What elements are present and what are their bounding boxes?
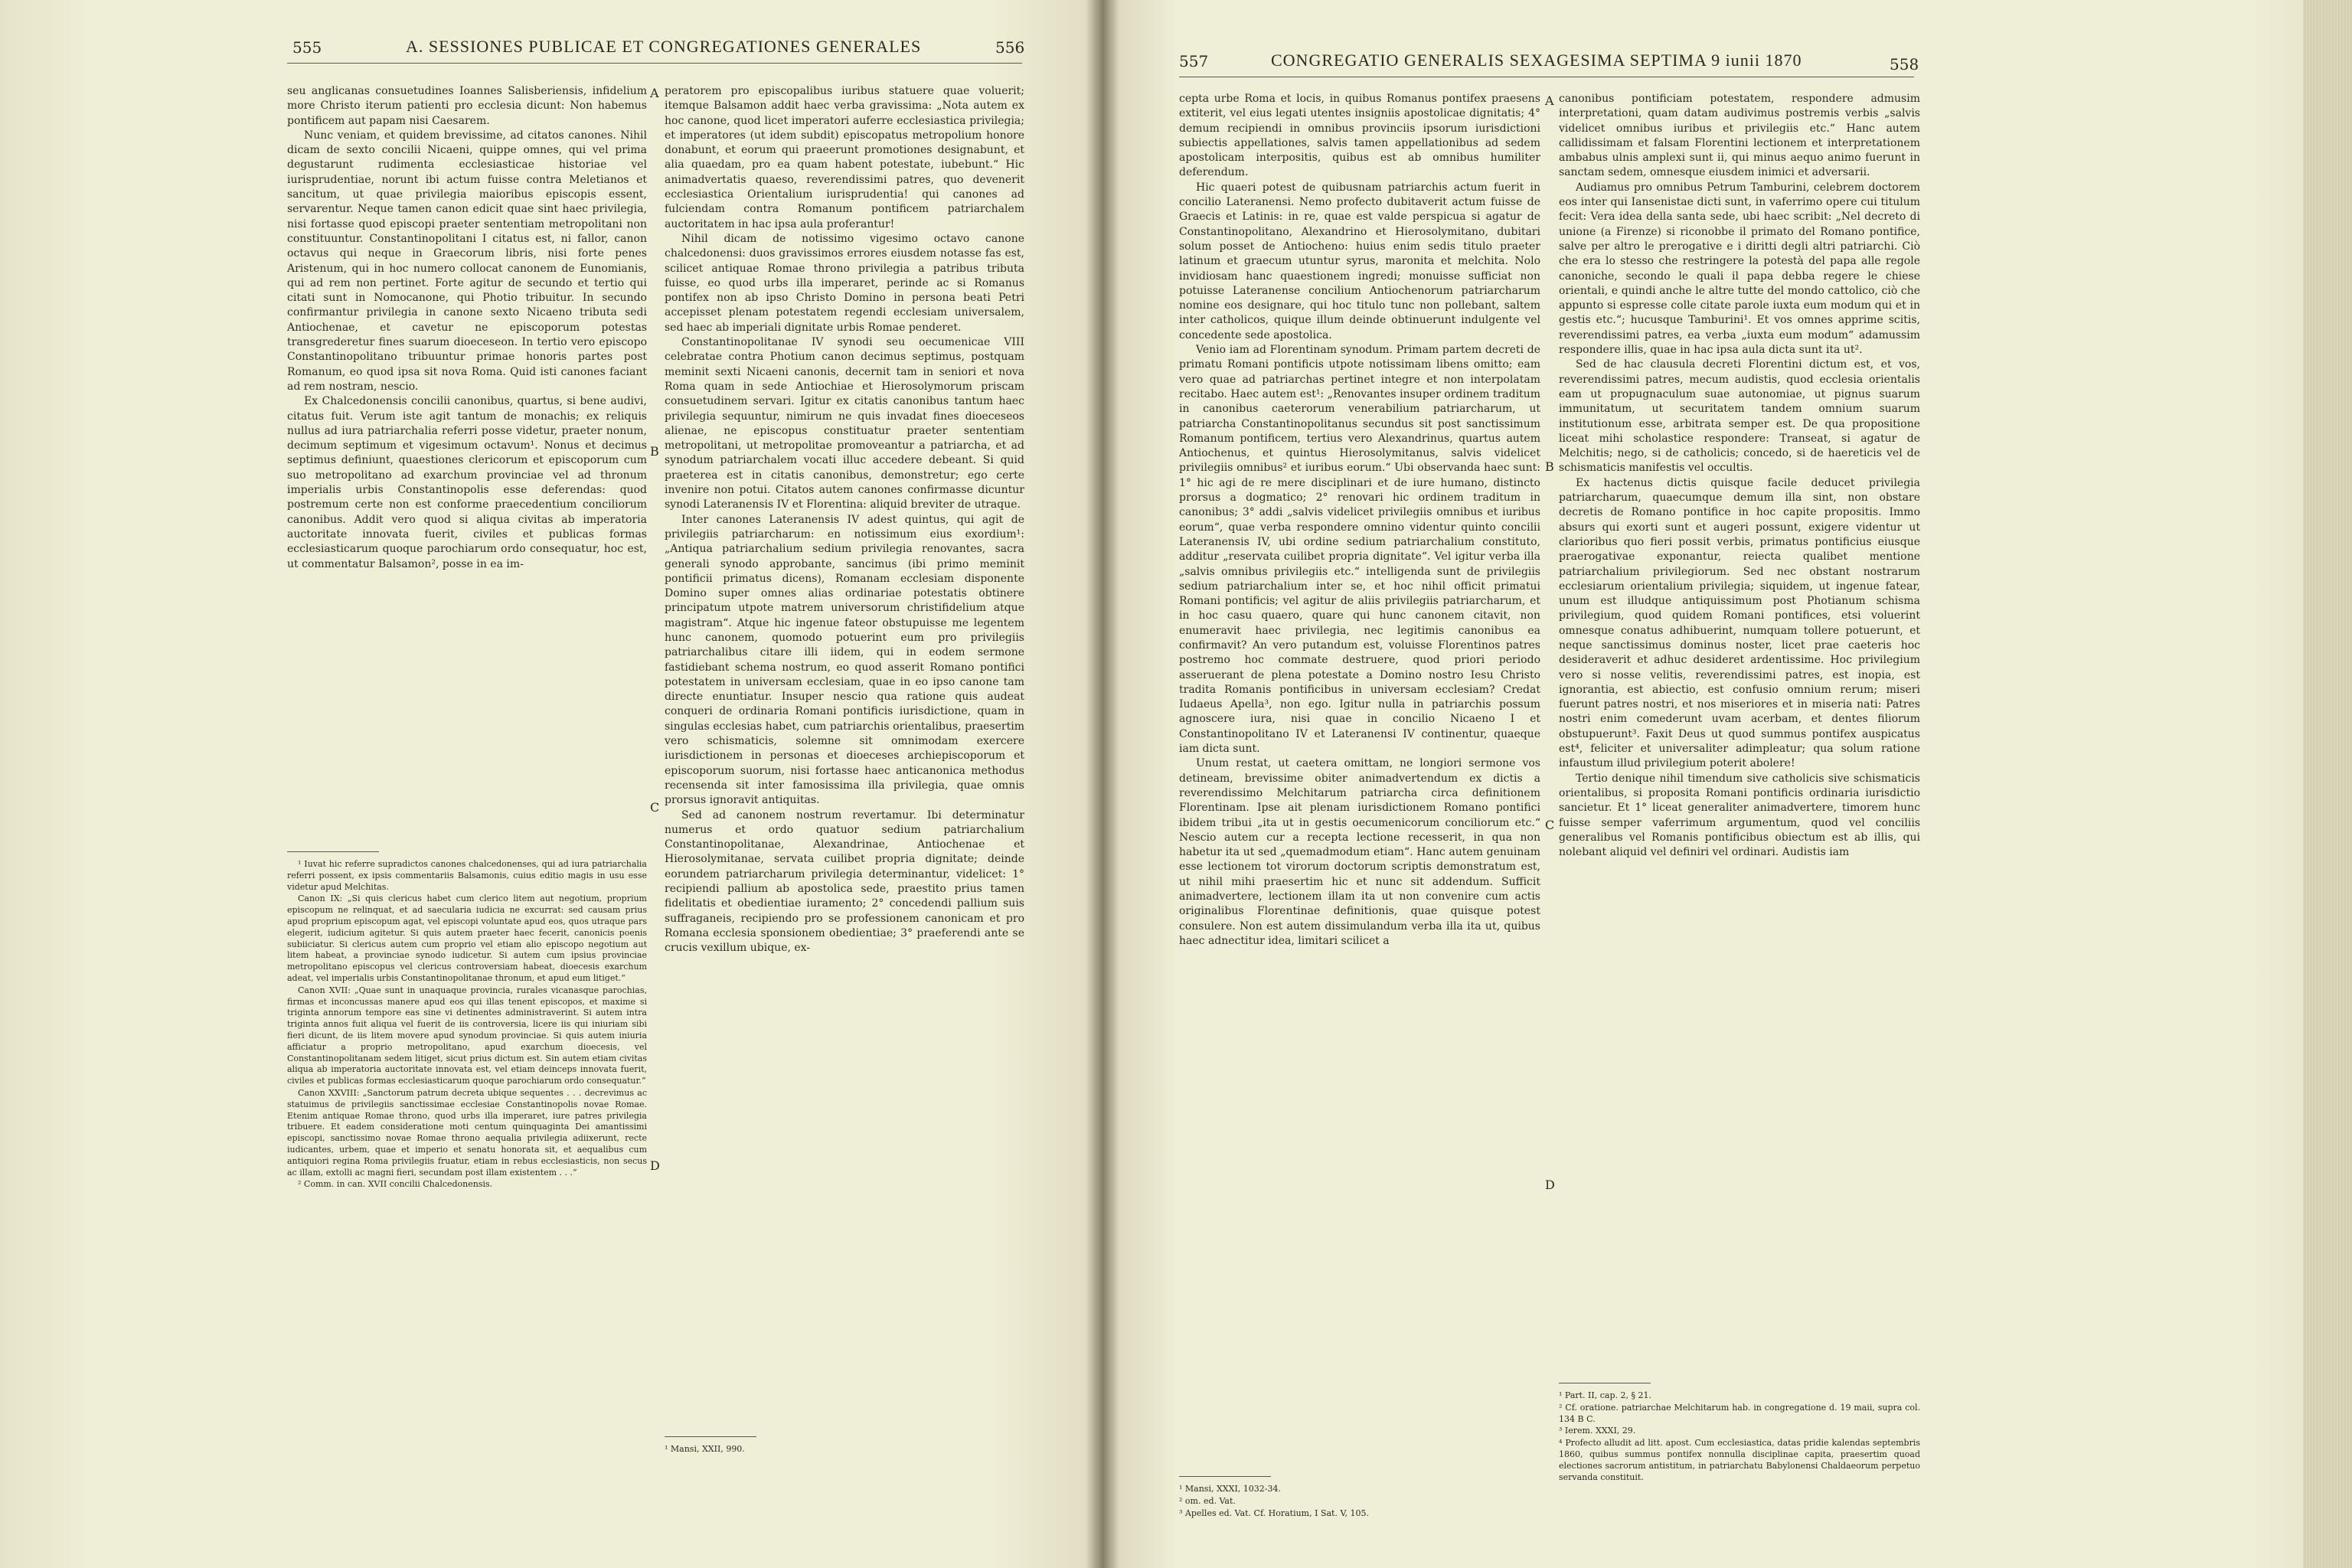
paragraph: canonibus pontificiam potestatem, respondere admusim interpretationi, quam datam audivimus postremis verbis „salvis videlicet omnibus iuribus et privilegiis etc.“ Hanc autem callidissimam et falsam Florentini lectionem et interpretationem ambabus ulnis amplexi sunt ii, qui minus aequo animo fuerunt in sanctam sedem, omnesque eiusdem inimici et adversarii.: [1559, 93, 1920, 179]
right-column-2: [1559, 92, 1920, 860]
paragraph: cepta urbe Roma et locis, in quibus Romanus pontifex praesens extiterit, vel eius legati utentes insigniis apostolicae dignitatis; 4° demum recipiendi in omnibus provinciis ipsorum iurisdictioni subiectis appellationes, salvis tamen appellationibus ad sedem apostolicam interpositis, quibus est ab omnibus humiliter deferendum.: [1179, 93, 1540, 179]
paragraph: Audiamus pro omnibus Petrum Tamburini, celebrem doctorem eos inter qui Iansenistae dicti sunt, in vaferrimo opere cui titulum fecit: Vera idea della santa sede, ubi haec scribit: „Nel decreto di unione (a Firenze) si riconobbe il primato del Romano pontifice, salve per altro le prerogative e i diritti degli altri patriarchi. Ciò che era lo stesso che restringere la potestà del papa alle regole canoniche, secondo le quali il papa debba regere le chiese orientali, e quindi anche le altre tutte del mondo cattolico, ciò che appunto si espresse colle citate parole iuxta eum modum qui et in gestis etc.“; hucusque Tamburini¹. Et vos omnes apprime scitis, reverendissimi patres, ea verba „iuxta eum modum“ adamussim respondere illis, quae in hac ipsa aula dicta sunt ita ut².: [1559, 181, 1920, 357]
paragraph: Venio iam ad Florentinam synodum. Primam partem decreti de primatu Romani pontificis utpote notissimam libens omitto; eam vero quae ad patriarchas pertinet integre et non interpolatam recitabo. Haec autem est¹: „Renovantes insuper ordinem traditum in canonibus caeterorum venerabilium patriarcharum, ut patriarcha Constantinopolitanus secundus sit post sanctissimum Romanum pontificem, tertius vero Alexandrinus, quartus autem Antiochenus, et quintus Hierosolymitanus, salvis videlicet privilegiis omnibus² et iuribus eorum.“ Ubi observanda haec sunt: 1° hic agi de re mere disciplinari et de iure humano, distincto prorsus a dogmatico; 2° renovari hic ordinem traditum in canonibus; 3° addi „salvis videlicet privilegiis omnibus et iuribus eorum“, quae verba respondere omnino videntur quinto concilii Lateranensis IV, ubi ordine sedium patriarchalium constituto, additur „reservata cuilibet propria dignitate“. Vel igitur verba illa „salvis omnibus privilegiis etc.“ intelligenda sunt de privilegiis sedium patriarchalium inter se, et hoc nihil officit primatui Romani pontificis; vel agitur de aliis privilegiis patriarcharum, et in hoc casu quaero, quare qui hunc canonem citavit, non enumeravit haec privilegia, nec legitimis canonibus ea confirmavit? An vero putandum est, voluisse Florentinos patres postremo hoc commate destruere, quod priori periodo asseruerant de plena potestate a Domino nostro Iesu Christo tradita Romanis pontificibus in universam ecclesiam? Credat Iudaeus Apella³, non ego. Igitur nulla in patriarchis possum agnoscere iura, nisi quae in concilio Nicaeno I et Constantinopolitano IV et Lateranensi IV continentur, quaeque iam dicta sunt.: [1179, 344, 1540, 756]
paragraph: Ex hactenus dictis quisque facile deducet privilegia patriarcharum, quaecumque demum illa sint, non obstare decretis de Romano pontifice in hoc capite propositis. Immo absurs qui exorti sunt et augeri possunt, exigere videntur ut clarioribus quo fieri possit verbis, primatus pontificius eiusque praerogativae exponantur, reiecta qualibet mentione patriarchalium privilegiorum. Sed nec obstant nostrarum ecclesiarum orientalium privilegia; siquidem, ut ingenue fatear, unum est illudque antiquissimum post Photianum schisma privilegium, quod quidem Romani pontifices, etsi voluerint omnesque conatus adhibuerint, numquam tollere potuerunt, et neque sanctissimus dominus noster, licet prae caeteris hoc desideraverit et adhuc desideret ardentissime. Hoc privilegium vero si nosse velitis, reverendissimi patres, est inopia, est ignorantia, est abiectio, est confusio omnium rerum; miseri fuerunt patres nostri, et nos miseriores et in miseria nati: Patres nostri enim comederunt uvam acerbam, et dentes filiorum obstupuerunt³. Faxit Deus ut quod summus pontifex auspicatus est⁴, feliciter et universaliter adimpleatur; qua solum ratione infaustum illud privilegium poterit abolere!: [1559, 476, 1920, 770]
paragraph: Unum restat, ut caetera omittam, ne longiori sermone vos detineam, brevissime obiter animadvertendum ex dictis a reverendissimo Melchitarum patriarcha circa definitionem Florentinam. Ipse ait plenam iurisdictionem Romano pontifici ibidem tribui „ita ut in gestis oecumenicorum conciliorum etc.“ Nescio autem cur a recepta lectione recesserit, in qua non habetur ita ut sed „quemadmodum etiam“. Hanc autem genuinam esse lectionem tot virorum doctorum scriptis demonstratum est, ut nihil mihi praesertim hic et nunc sit addendum. Sufficit animadvertere, lectionem illam ita ut non convenire cum actis originalibus Florentinae definitionis, quae quisque potest consulere. Non est autem dissimulandum verba illa ita ut, quibus haec adnectitur idea, limitari scilicet a: [1179, 757, 1540, 947]
left-page-number-556: 556: [995, 38, 1025, 57]
footnote: ³ Ierem. XXXI, 29.: [1559, 1426, 1636, 1436]
footnote-rule: [665, 1436, 756, 1437]
footnote: Canon IX: „Si quis clericus habet cum clerico litem aut negotium, proprium episcopum ne relinquat, et ad saecularia iudicia ne excurrat: sed causam prius apud proprium episcopum agat, vel episcopi voluntate apud eos, quos utraque pars elegerit, iudicium agitetur. Si quis autem praeter haec fecerit, canonicis poenis subiiciatur. Si clericus autem cum proprio vel etiam alio episcopo negotium aut litem habeat, a provinciae synodo iudicetur. Si autem cum ipsius provinciae metropolitano episcopus vel clericus controversiam habeat, dioecesis exarchum adeat, vel imperialis urbis Constantinopolitanae thronum, et apud eum litiget.“: [287, 893, 647, 983]
footnote: ² Comm. in can. XVII concilii Chalcedonensis.: [298, 1179, 493, 1190]
left-column-2-footnotes: [665, 1444, 1024, 1456]
right-column-1-footnotes: [1179, 1484, 1540, 1520]
right-column-2-footnotes: [1559, 1390, 1920, 1484]
paragraph: Nihil dicam de notissimo vigesimo octavo canone chalcedonensi: duos gravissimos errores eiusdem notasse fas est, scilicet antiquae Romae throno privilegia a patribus tributa fuisse, eo quod urbs illa imperaret, perinde ac si Romanus pontifex non ab ipso Christo Domino in persona beati Petri accepisset plenam potestatem regendi ecclesiam universalem, sed haec ab imperiali dignitate urbis Romae penderet.: [665, 232, 1024, 334]
right-column-1: [1179, 92, 1540, 949]
left-running-header: A. SESSIONES PUBLICAE ET CONGREGATIONES GENERALES: [406, 37, 922, 56]
left-page: [0, 0, 1102, 1568]
left-column-2: [665, 84, 1024, 956]
footnote-rule: [287, 851, 379, 852]
left-page-number-555: 555: [292, 38, 322, 57]
footnote: ¹ Part. II, cap. 2, § 21.: [1559, 1390, 1651, 1400]
footnote: Canon XXVIII: „Sanctorum patrum decreta ubique sequentes . . . decrevimus ac statuimus de privilegiis sanctissimae ecclesiae Constantinopolis novae Romae. Etenim antiquae Romae throno, quod urbs illa imperaret, iure patres privilegia tribuere. Et eadem consideratione moti centum quinquaginta Dei amantissimi episcopi, sanctissimo novae Romae throno aequalia privilegia adiixerunt, recte iudicantes, urbem, quae et imperio et senatu honorata sit, et aequalibus cum antiquiori regina Roma privilegiis fruatur, etiam in rebus ecclesiasticis, non secus ac illam, extolli ac magni fieri, secundam post illam existentem . . .“: [287, 1087, 647, 1178]
right-page-number-558: 558: [1890, 55, 1919, 74]
paragraph: seu anglicanas consuetudines Ioannes Salisberiensis, infidelium more Christo iterum patienti pro ecclesia dicunt: Non habemus pontificem aut papam nisi Caesarem.: [287, 85, 647, 127]
footnote-rule: [1179, 1476, 1271, 1477]
paragraph: Tertio denique nihil timendum sive catholicis sive schismaticis orientalibus, si proposita Romani pontificis ordinaria iurisdictio sancietur. Et 1° liceat generaliter animadvertere, timorem hunc fuisse semper vaferrimum argumentum, quod vel conciliis generalibus vel Romanis pontificibus obiectum est ab illis, qui nolebant aliquid vel definiri vel ordinari. Audistis iam: [1559, 772, 1920, 859]
footnote: ⁴ Profecto alludit ad litt. apost. Cum ecclesiastica, datas pridie kalendas septembris 1860, quibus summus pontifex nonnulla disciplinae capita, praesertim quoad electiones sacrorum antistitum, in patriarchatu Babylonensi Chaldaeorum perpetuo servanda constituit.: [1559, 1438, 1920, 1482]
footnote: ¹ Mansi, XXII, 990.: [665, 1444, 745, 1454]
paragraph: Hic quaeri potest de quibusnam patriarchis actum fuerit in concilio Lateranensi. Nemo profecto dubitaverit actum fuisse de Graecis et Latinis: in re, quae est valde perspicua si agatur de Constantinopolitano, Alexandrino et Hierosolymitano, dubitari solum posset de Antiocheno: huius enim sedis titulo praeter latinum et graecum utuntur syrus, maronita et melchita. Nolo invidiosam hanc quaestionem ingredi; monuisse sufficiat non potuisse Lateranense concilium Antiochenorum patriarcharum nomine eos designare, qui hoc titulo tunc non pollebant, saltem inter catholicos, quique illum deinde obtinuerunt indulgente vel concedente sede apostolica.: [1179, 181, 1540, 341]
paragraph: Sed ad canonem nostrum revertamur. Ibi determinatur numerus et ordo quatuor sedium patriarchalium Constantinopolitanae, Alexandrinae, Antiochenae et Hierosolymitanae, servata cuilibet propria dignitate; deinde eorundem patriarcharum privilegia determinantur, videlicet: 1° recipiendi pallium ab apostolica sede, praestito prius tamen fidelitatis et obedientiae iuramento; 2° concedendi pallium suis suffraganeis, recipiendo pro se professionem canonicam et pro Romana ecclesia sponsionem obedientiae; 3° praeferendi ante se crucis vexillum ubique, ex-: [665, 808, 1024, 955]
footnote: ² Cf. oratione. patriarchae Melchitarum hab. in congregatione d. 19 maii, supra col. 134 B C.: [1559, 1402, 1920, 1424]
margin-mark-a: A: [650, 86, 659, 100]
margin-mark-a: A: [1545, 93, 1554, 108]
paragraph: Nunc veniam, et quidem brevissime, ad citatos canones. Nihil dicam de sexto concilii Nicaeni, quippe omnes, qui vel prima degustarunt rudimenta ecclesiasticae historiae vel iurisprudentiae, norunt ibi actum fuisse contra Meletianos et sancitum, ut quae privilegia maioribus episcopis essent, servarentur. Neque tamen canon edicit quae sint haec privilegia, nisi fortasse quod episcopi praeter sententiam metropolitani non constituuntur. Constantinopolitani I citatus est, ni fallor, canon octavus qui neque in Graecorum libris, nisi forte penes Aristenum, qui in hoc numero collocat canonem de Eunomianis, qui ad rem non pertinet. Forte agitur de secundo et tertio qui citati sunt in Nomocanone, qui Photio tribuitur. In secundo confirmantur privilegia in canone sexto Nicaeno tributa sedi Antiochenae, et cavetur ne episcoporum potestas transgrederetur fines suarum dioeceseon. In tertio vero episcopo Constantinopolitano tribuuntur primae honoris partes post Romanum, eo quod ipsa sit nova Roma. Quid isti canones faciant ad rem nostram, nescio.: [287, 129, 647, 393]
paragraph: Constantinopolitanae IV synodi seu oecumenicae VIII celebratae contra Photium canon decimus septimus, postquam meminit sexti Nicaeni canonis, decernit tam in seniori et nova Roma quam in sede Antiochiae et Hierosolymorum priscam consuetudinem servari. Igitur ex citatis canonibus tantum haec privilegia sequuntur, nimirum ne quis invadat fines dioeceseos alienae, ne episcopus constituatur praeter sententiam metropolitani, ut metropolitae promoveantur a patriarcha, et ad synodum patriarchalem vocati illuc accedere debeant. Si quid praeterea est in citatis canonibus, demonstretur; ego certe invenire non potui. Citatos autem canones confirmasse dicuntur synodi Lateranensis IV et Florentina: aliquid breviter de utraque.: [665, 336, 1024, 511]
margin-mark-d: D: [650, 1158, 660, 1173]
page-edge-stack: [2303, 0, 2352, 1568]
margin-mark-c: C: [1545, 818, 1555, 832]
margin-mark-c: C: [650, 800, 660, 815]
left-column-1-footnotes: [287, 859, 647, 1191]
margin-mark-d: D: [1545, 1178, 1555, 1192]
footnote: ¹ Iuvat hic referre supradictos canones chalcedonenses, qui ad iura patriarchalia referri possent, ex ipsis commentariis Balsamonis, cuius editio magis in usu esse videtur apud Melchitas.: [287, 859, 647, 892]
paragraph: Ex Chalcedonensis concilii canonibus, quartus, si bene audivi, citatus fuit. Verum iste agit tantum de monachis; ex reliquis nullus ad iura patriarchalia referri posse videtur, praeter nonum, decimum septimum et vigesimum octavum¹. Nonus et decimus septimus definiunt, quaestiones clericorum et episcoporum cum suo metropolitano ad exarchum provinciae vel ad thronum imperialis urbis Constantinopolis esse deferendas: quod postremum certe non est conforme praecedentium conciliorum canonibus. Addit vero quod si aliqua civitas ab imperatoria auctoritate innovata fuerit, civiles et publicas formas ecclesiasticarum quoque parochiarum ordo consequatur, hoc est, ut commentatur Balsamon², posse in ea im-: [287, 395, 647, 570]
margin-mark-b: B: [650, 444, 659, 459]
footnote: ¹ Mansi, XXXI, 1032-34.: [1179, 1484, 1282, 1494]
header-rule: [287, 63, 1022, 64]
right-page: [1102, 0, 2352, 1568]
right-page-number-557: 557: [1179, 52, 1209, 70]
margin-mark-b: B: [1545, 459, 1554, 474]
paragraph: Sed de hac clausula decreti Florentini dictum est, et vos, reverendissimi patres, mecum audistis, quod ecclesia orientalis eam ut propugnaculum suae autonomiae, ut pignus suarum immunitatum, ut securitatem tandem omnium suarum institutionum esse, arbitrata semper est. De qua propositione liceat mihi scholastice respondere: Transeat, si agatur de Melchitis; nego, si de catholicis; concedo, si de haereticis vel de schismaticis manifestis vel occultis.: [1559, 358, 1920, 475]
paragraph: peratorem pro episcopalibus iuribus statuere quae voluerit; itemque Balsamon addit haec verba gravissima: „Nota autem ex hoc canone, quod licet imperatori auferre ecclesiastica privilegia; et imperatores (ut idem subdit) episcopatus metropolium honore donabunt, et eorum qui praeerunt promotiones designabunt, et alia quaedam, pro ea quam habent potestate, iubebunt.“ Hic animadvertatis quaeso, reverendissimi patres, quo devenerit ecclesiastica Orientalium iurisprudentia! qui canones ad fulciendam contra Romanum pontificem patriarchalem auctoritatem in hac ipsa aula proferantur!: [665, 85, 1024, 230]
right-running-header: CONGREGATIO GENERALIS SEXAGESIMA SEPTIMA 9 iunii 1870: [1271, 51, 1802, 70]
footnote: ³ Apelles ed. Vat. Cf. Horatium, I Sat. V, 105.: [1179, 1508, 1369, 1518]
paragraph: Inter canones Lateranensis IV adest quintus, qui agit de privilegiis patriarcharum: en notissimum eius exordium¹: „Antiqua patriarchalium sedium privilegia renovantes, sacra generali synodo approbante, sancimus (ibi primo meminit pontificii primatus dicens), Romanam ecclesiam disponente Domino super omnes alias ordinariae potestatis obtinere principatum utpote matrem universorum christifidelium atque magistram“. Atque hic ingenue fateor obstupuisse me legentem hunc canonem, quomodo potuerint eum pro privilegiis patriarchalibus citare illi iidem, qui in eodem sermone fastidiebant schema nostrum, eo quod asserit Romano pontifici potestatem in universam ecclesiam, quae in eo ipso canone tam directe enuntiatur. Insuper nescio qua ratione quis audeat conqueri de ordinaria Romani pontificis iurisdictione, quam in singulas ecclesias habet, cum patriarchis orientalibus, praesertim vero schismaticis, solemne sit omnimodam exercere iurisdictionem in personas et dioeceses archiepiscoporum et episcoporum suorum, nisi fortasse haec anticanonica methodus recensenda sit inter famosissima illa privilegia, quae omnis prorsus ignoravit antiquitas.: [665, 513, 1024, 807]
footnote: Canon XVII: „Quae sunt in unaquaque provincia, rurales vicanasque parochias, firmas et inconcussas manere apud eos qui illas tenent episcopos, et maxime si triginta annorum tempore eas sine vi detinentes administraverint. Si autem intra triginta annos fuit aliqua vel fuerit de iis controversia, licere iis qui iniuriam sibi fieri dicunt, de iis litem movere apud synodum provinciae. Si quis autem iniuria afficiatur a proprio metropolitano, apud exarchum dioecesis, vel Constantinopolitanam sedem litiget, sicut prius dictum est. Sin autem etiam civitas aliqua ab imperatoria auctoritate innovata est, vel etiam deinceps innovata fuerit, civiles et publicas formas ecclesiasticarum quoque parochiarum ordo consequatur.“: [287, 985, 647, 1086]
footnote: ² om. ed. Vat.: [1179, 1495, 1236, 1506]
left-column-1: [287, 84, 647, 572]
